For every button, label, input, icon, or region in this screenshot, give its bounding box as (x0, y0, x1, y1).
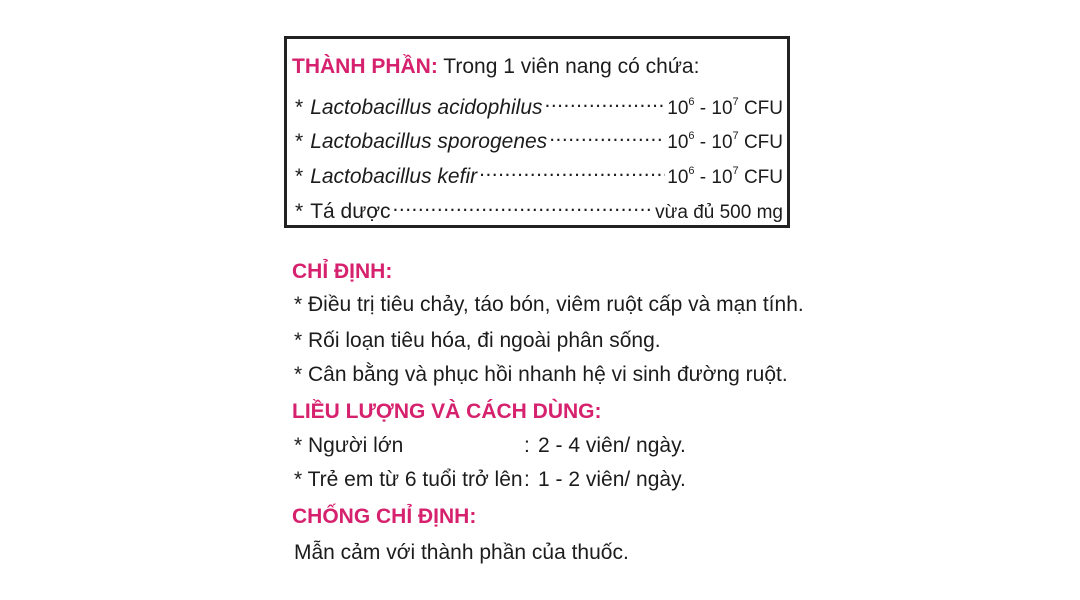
indications-title: CHỈ ĐỊNH: (292, 260, 393, 283)
dosage-amount: 2 - 4 viên/ ngày. (538, 434, 686, 457)
ingredient-row (295, 122, 783, 153)
leader-dots (479, 157, 665, 183)
ingredient-name: Lactobacillus kefir (310, 165, 478, 188)
leader-dots (549, 122, 665, 148)
composition-title: THÀNH PHẦN: (292, 55, 438, 78)
ingredient-name: Lactobacillus acidophilus (310, 96, 543, 119)
dosage-sep: : (524, 434, 530, 457)
indication-item: * Rối loạn tiêu hóa, đi ngoài phân sống. (294, 329, 661, 352)
ingredient-amount: $10^6 - 10^7$ CFU (667, 130, 783, 153)
indication-item: * Điều trị tiêu chảy, táo bón, viêm ruột cấp và mạn tính. (294, 293, 804, 316)
dosage-title: LIỀU LƯỢNG VÀ CÁCH DÙNG: (292, 400, 602, 423)
ingredient-amount: $10^6 - 10^7$ CFU (667, 165, 783, 188)
composition-header (292, 54, 699, 80)
contraindications-text: Mẫn cảm với thành phần của thuốc. (294, 541, 629, 564)
leader-dots (545, 88, 666, 114)
dosage-who: * Trẻ em từ 6 tuổi trở lên (294, 468, 523, 491)
ingredient-row (295, 88, 783, 119)
excipient-value: vừa đủ 500 mg (655, 202, 783, 223)
dosage-who: * Người lớn (294, 434, 404, 457)
indication-item: * Cân bằng và phục hồi nhanh hệ vi sinh đường ruột. (294, 363, 788, 386)
ingredient-name: Lactobacillus sporogenes (310, 130, 548, 153)
excipient-name: Tá dược (310, 200, 391, 223)
dosage-amount: 1 - 2 viên/ ngày. (538, 468, 686, 491)
dosage-sep: : (524, 468, 530, 491)
ingredient-amount: $10^6 - 10^7$ CFU (667, 96, 783, 119)
excipient-bullet: * (295, 200, 304, 223)
ingredient-bullet: * (295, 96, 304, 119)
ingredient-bullet: * (295, 130, 304, 153)
contraindications-title: CHỐNG CHỈ ĐỊNH: (292, 505, 477, 528)
composition-intro: Trong 1 viên nang có chứa: (443, 55, 700, 78)
ingredient-bullet: * (295, 165, 304, 188)
excipient-row (295, 192, 783, 223)
ingredient-row (295, 157, 783, 188)
leader-dots (393, 192, 654, 218)
